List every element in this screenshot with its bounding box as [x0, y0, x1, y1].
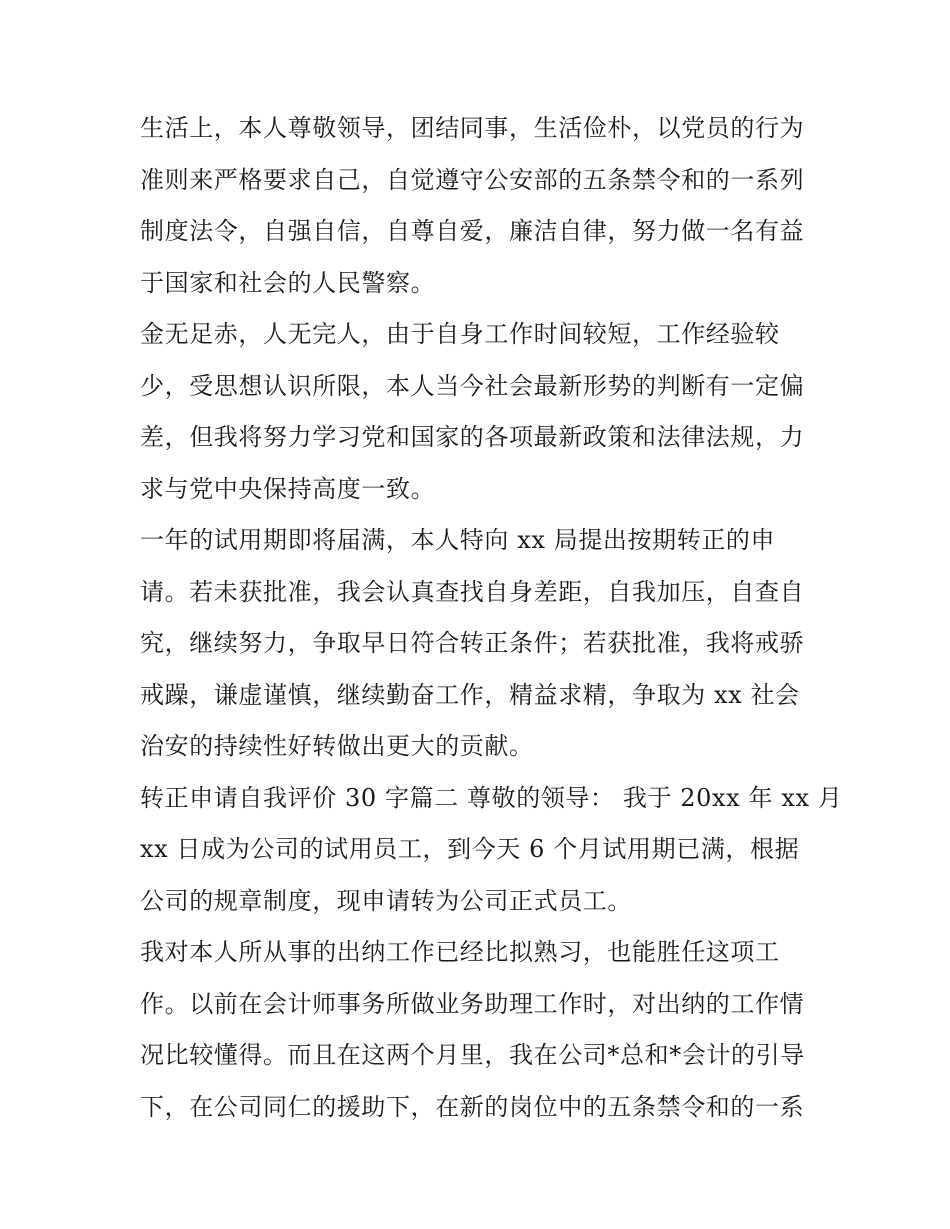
text-line: 金无足赤，人无完人，由于自身工作时间较短，工作经验较: [140, 320, 780, 348]
text-line: 差，但我将努力学习党和国家的各项最新政策和法律法规，力: [140, 423, 805, 451]
text-line: 下，在公司同仁的援助下，在新的岗位中的五条禁令和的一系: [140, 1092, 805, 1121]
text-line: 况比较懂得。而且在这两个月里，我在公司*总和*会计的引导: [140, 1041, 805, 1069]
text-line: 请。若未获批准，我会认真查找自身差距，自我加压，自查自: [140, 577, 805, 606]
text-line: 公司的规章制度，现申请转为公司正式员工。: [140, 886, 632, 915]
body-text: [140, 103, 843, 1133]
text-line: 制度法令，自强自信，自尊自爱，廉洁自律，努力做一名有益: [140, 217, 805, 245]
text-line: 准则来严格要求自己，自觉遵守公安部的五条禁令和的一系列: [140, 165, 805, 194]
text-line: 治安的持续性好转做出更大的贡献。: [140, 732, 534, 760]
text-line: 戒躁，谦虚谨慎，继续勤奋工作，精益求精，争取为 xx 社会: [140, 680, 800, 709]
text-line: xx 日成为公司的试用员工，到今天 6 个月试用期已满，根据: [140, 835, 800, 863]
text-line: 生活上，本人尊敬领导，团结同事，生活俭朴，以党员的行为: [140, 114, 805, 142]
text-line: 究，继续努力，争取早日符合转正条件；若获批准，我将戒骄: [140, 629, 805, 657]
text-line: 求与党中央保持高度一致。: [140, 474, 436, 503]
text-line: 我对本人所从事的出纳工作已经比拟熟习，也能胜任这项工: [140, 938, 780, 966]
text-line: 一年的试用期即将届满，本人特向 xx 局提出按期转正的申: [140, 526, 776, 554]
text-line: 于国家和社会的人民警察。: [140, 268, 436, 297]
text-line: 作。以前在会计师事务所做业务助理工作时，对出纳的工作情: [140, 989, 805, 1018]
text-line: 转正申请自我评价 30 字篇二 尊敬的领导： 我于 20xx 年 xx 月: [140, 783, 843, 812]
text-line: 少，受思想认识所限，本人当今社会最新形势的判断有一定偏: [140, 371, 805, 400]
